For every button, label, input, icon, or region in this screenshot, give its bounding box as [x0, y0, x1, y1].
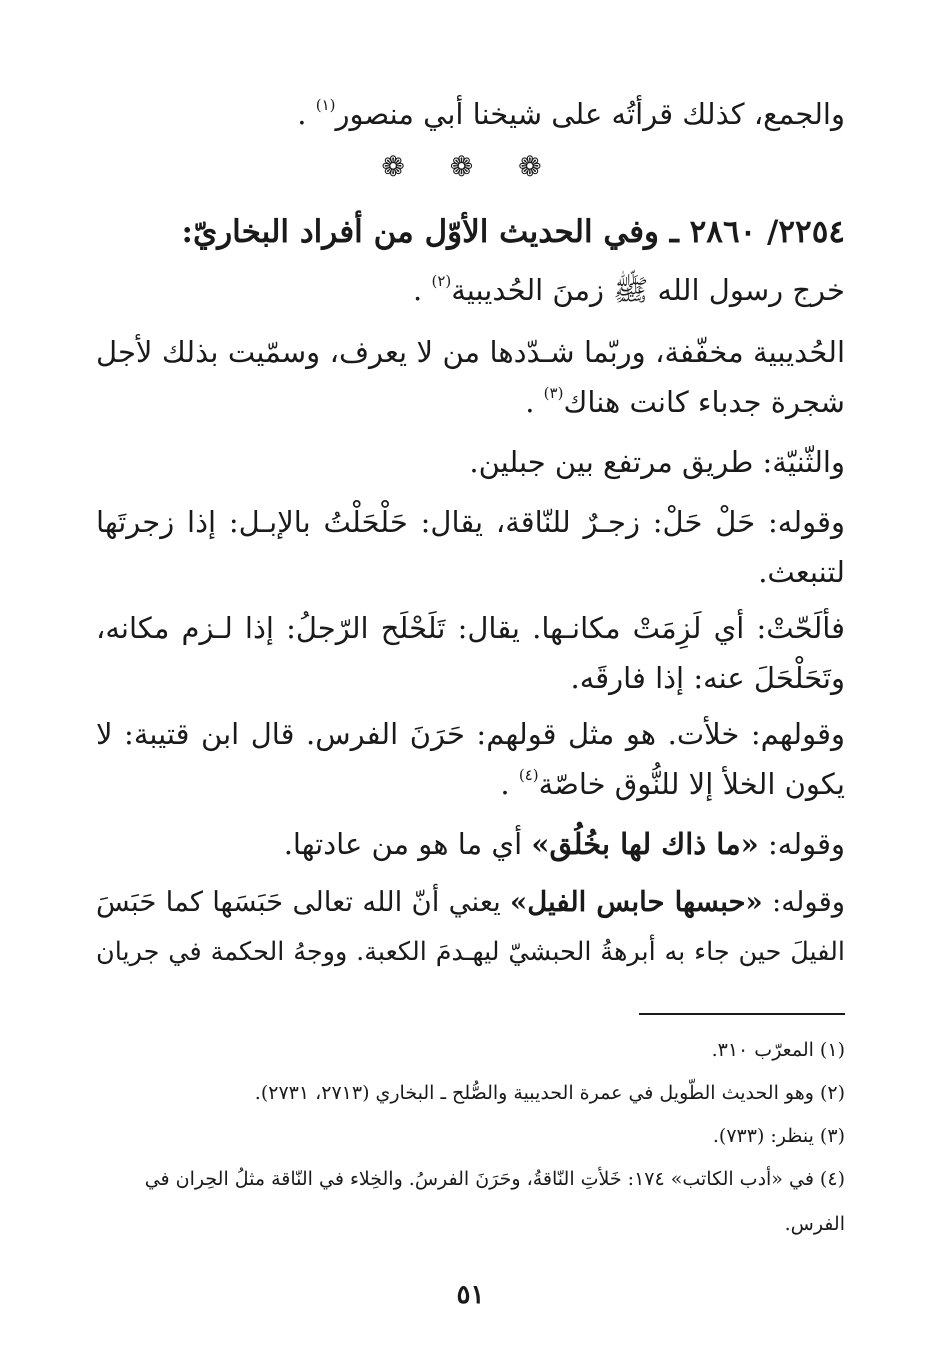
body-line-11: وقولهم: خلأت. هو مثل قولهم: حَرَنَ الفرس. قال ابن قتيبة: لا [96, 717, 845, 751]
body-line-4: الحُديبية مخفّفة، وربّما شـدّدها من لا يعرف، وسمّيت بذلك لأجل [96, 335, 845, 369]
body-line-8: لتنبعث. [758, 555, 845, 589]
body-line-14-post: يعني أنّ الله تعالى حَبَسَها كما حَبَسَ [96, 886, 511, 918]
body-line-7: وقوله: حَلْ حَلْ: زجـرٌ للنّاقة، يقال: حَلْحَلْتُ بالإبـل: إذا زجرتَها [96, 505, 845, 539]
footnote-4: (٤) في «أدب الكاتب» ١٧٤: خَلأتِ النّاقةُ، وحَرَنَ الفرسُ. والخِلاء في النّاقة مثلُ الحِران في [144, 1168, 845, 1190]
body-line-12 [96, 762, 845, 811]
body-line-14 [96, 880, 845, 924]
body-line-5-end: . [525, 385, 544, 419]
body-line-1 [96, 92, 845, 141]
section-separator: ❁ ❁ ❁ [381, 150, 560, 183]
body-line-5 [96, 380, 845, 429]
body-line-1-text: والجمع، كذلك قرأتُه على شيخنا أبي منصور [335, 97, 845, 131]
quoted-phrase-2: «حبسها حابس الفيل» [510, 886, 763, 918]
body-line-12-text: يكون الخلأ إلا للنُّوق خاصّة [538, 767, 845, 801]
footnote-ref-2: (٢) [431, 272, 452, 290]
body-line-6: والثّنيّة: طريق مرتفع بين جبلين. [469, 445, 845, 479]
body-line-13-pre: وقوله: [758, 827, 845, 861]
body-line-1-end: . [297, 97, 316, 131]
body-line-15: الفيلَ حين جاء به أبرهةُ الحبشيّ ليهـدمَ الكعبة. ووجهُ الحكمة في جريان [96, 937, 845, 967]
footnote-ref-3: (٣) [543, 384, 564, 402]
footnote-1: (١) المعرّب ٣١٠. [711, 1039, 845, 1061]
body-line-5-text: شجرة جدباء كانت هناك [563, 385, 845, 419]
hadith-heading: ٢٢٥٤/ ٢٨٦٠ ـ وفي الحديث الأوّل من أفراد البخاريّ: [181, 214, 845, 250]
body-line-3 [96, 268, 845, 317]
body-line-10: وتَحَلْحَلَ عنه: إذا فارقَه. [570, 661, 845, 695]
footnote-ref-1: (١) [315, 96, 336, 114]
body-line-13-post: أي ما هو من عادتها. [283, 827, 532, 861]
body-line-3-text: خرج رسول الله ﷺ زمنَ الحُديبية [451, 273, 845, 307]
body-line-3-end: . [413, 273, 432, 307]
footnote-3: (٣) ينظر: (٧٣٣). [712, 1125, 845, 1147]
footnote-ref-4: (٤) [518, 766, 539, 784]
footnote-4-continuation: الفرس. [784, 1213, 845, 1235]
body-line-14-pre: وقوله: [762, 886, 845, 918]
body-line-12-end: . [500, 767, 519, 801]
page-number: ٥١ [456, 1280, 485, 1310]
footnote-2: (٢) وهو الحديث الطّويل في عمرة الحديبية والصُّلح ـ البخاري (٢٧١٣، ٢٧٣١). [254, 1082, 845, 1104]
footnote-divider [639, 1013, 845, 1015]
quoted-phrase-1: «ما ذاك لها بخُلُق» [531, 827, 759, 861]
body-line-13 [96, 822, 845, 866]
body-line-9: فألَحّتْ: أي لَزِمَتْ مكانـها. يقال: تَلَحْلَح الرّجلُ: إذا لـزم مكانه، [96, 611, 845, 645]
